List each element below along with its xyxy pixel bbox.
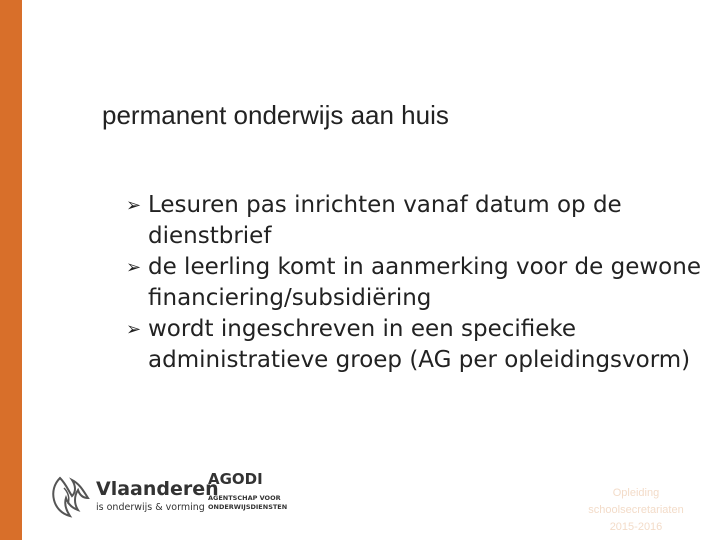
bullet-text: Lesuren pas inrichten vanaf datum op de dienstbrief [148, 192, 622, 249]
bullet-list [126, 190, 706, 376]
agodi-logo-subtitle: AGENTSCHAP VOOR ONDERWIJSDIENSTEN [208, 494, 288, 511]
arrow-bullet-icon: ➢ [126, 257, 142, 278]
flemish-lion-icon [50, 474, 90, 520]
arrow-bullet-icon: ➢ [126, 195, 142, 216]
footer-note [578, 485, 694, 536]
bullet-item [126, 190, 706, 252]
vlaanderen-logo-text: Vlaanderen [96, 478, 219, 500]
arrow-bullet-icon: ➢ [126, 319, 142, 340]
agodi-logo-text: AGODI [208, 470, 263, 488]
vlaanderen-logo-subtitle: is onderwijs & vorming [96, 502, 205, 513]
bullet-text: de leerling komt in aanmerking voor de gewone financiering/subsidiëring [148, 254, 701, 311]
bullet-text: wordt ingeschreven in een specifieke administratieve groep (AG per opleidingsvorm) [148, 316, 691, 373]
bullet-item [126, 252, 706, 314]
footer-line: schoolsecretariaten [588, 504, 684, 516]
logo-area [50, 470, 310, 530]
footer-line: 2015-2016 [609, 521, 663, 533]
accent-side-bar [0, 0, 22, 540]
slide-title: permanent onderwijs aan huis [102, 100, 449, 130]
bullet-item [126, 314, 706, 376]
footer-line: Opleiding [612, 487, 660, 499]
